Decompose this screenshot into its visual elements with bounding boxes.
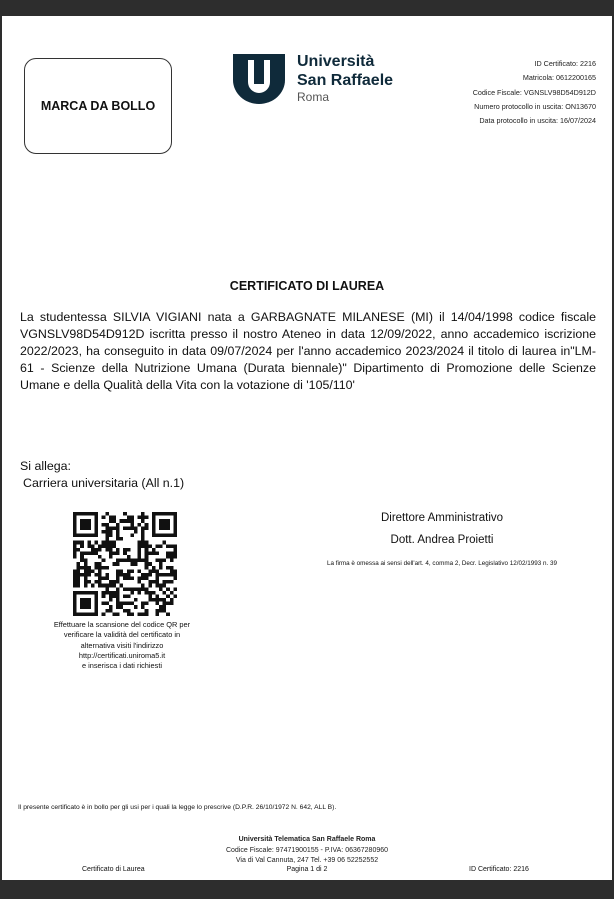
qr-caption [22, 620, 222, 671]
certificate-body: La studentessa SILVIA VIGIANI nata a GARBAGNATE MILANESE (MI) il 14/04/1998 codice fiscale VGNSLV98D54D912D iscritta presso il nostro Ateneo in data 12/09/2022, anno accademico iscrizione 2022/2023, ha conseguito in data 09/07/2024 per l'anno accademico 2023/2024 il titolo di laurea in"LM-61 - Scienze della Nutrizione Umana (Durata biennale)" Dipartimento di Promozione delle Scienze Umane e della Qualità della Vita con la votazione di '105/110' [20, 310, 596, 392]
qr-caption-line: e inserisca i dati richiesti [81, 661, 163, 671]
meta-id: ID Certificato: 2216 [534, 59, 596, 68]
attachments [20, 458, 184, 492]
footer-doc-name: Certificato di Laurea [82, 866, 145, 873]
logo-line1: Università [297, 53, 375, 70]
attachment-item: Carriera universitaria (All n.1) [23, 476, 185, 490]
stamp-note: Il presente certificato è in bollo per gli usi per i quali la legge lo prescrive (D.P.R. 26/10/1972 N. 642, ALL B). [18, 804, 337, 811]
qr-caption-line: verificare la validità del certificato in [63, 630, 181, 640]
qr-code-icon [73, 512, 177, 616]
stamp-box: MARCA DA BOLLO [24, 58, 172, 154]
logo-line2: San Raffaele [297, 72, 394, 89]
qr-caption-line: Effettuare la scansione del codice QR per [53, 620, 191, 629]
qr-caption-url: http://certificati.uniroma5.it [78, 650, 166, 660]
signature-note: La firma è omessa ai sensi dell'art. 4, comma 2, Decr. Legislativo 12/02/1993 n. 39 [326, 560, 558, 567]
footer-org-name: Università Telematica San Raffaele Roma [238, 836, 376, 843]
document-title: CERTIFICATO DI LAUREA [229, 279, 385, 293]
university-logo-icon [233, 54, 285, 104]
footer-address: Via di Val Cannuta, 247 Tel. +39 06 52252552 [235, 857, 379, 864]
footer-cert-id: ID Certificato: 2216 [469, 866, 529, 873]
signer-name: Dott. Andrea Proietti [390, 534, 494, 546]
university-name [297, 52, 393, 104]
attachments-label: Si allega: [20, 459, 71, 473]
certificate-page [2, 16, 612, 880]
certificate-meta [473, 57, 596, 128]
footer-org [2, 835, 612, 867]
meta-protocol-number: Numero protocollo in uscita: ON13670 [474, 101, 596, 111]
meta-matricola: Matricola: 0612200165 [522, 73, 596, 83]
footer-tax: Codice Fiscale: 97471900155 - P.IVA: 06367280960 [225, 846, 389, 854]
qr-modules [73, 512, 177, 616]
logo-line3: Roma [297, 90, 330, 104]
meta-codice-fiscale: Codice Fiscale: VGNSLV98D54D912D [472, 87, 596, 97]
qr-caption-line: alternativa visiti l'indirizzo [80, 640, 164, 650]
signer-role: Direttore Amministrativo [380, 512, 504, 524]
footer-page: Pagina 1 di 2 [286, 866, 328, 873]
meta-protocol-date: Data protocollo in uscita: 16/07/2024 [479, 116, 596, 126]
signature-block [342, 512, 542, 546]
